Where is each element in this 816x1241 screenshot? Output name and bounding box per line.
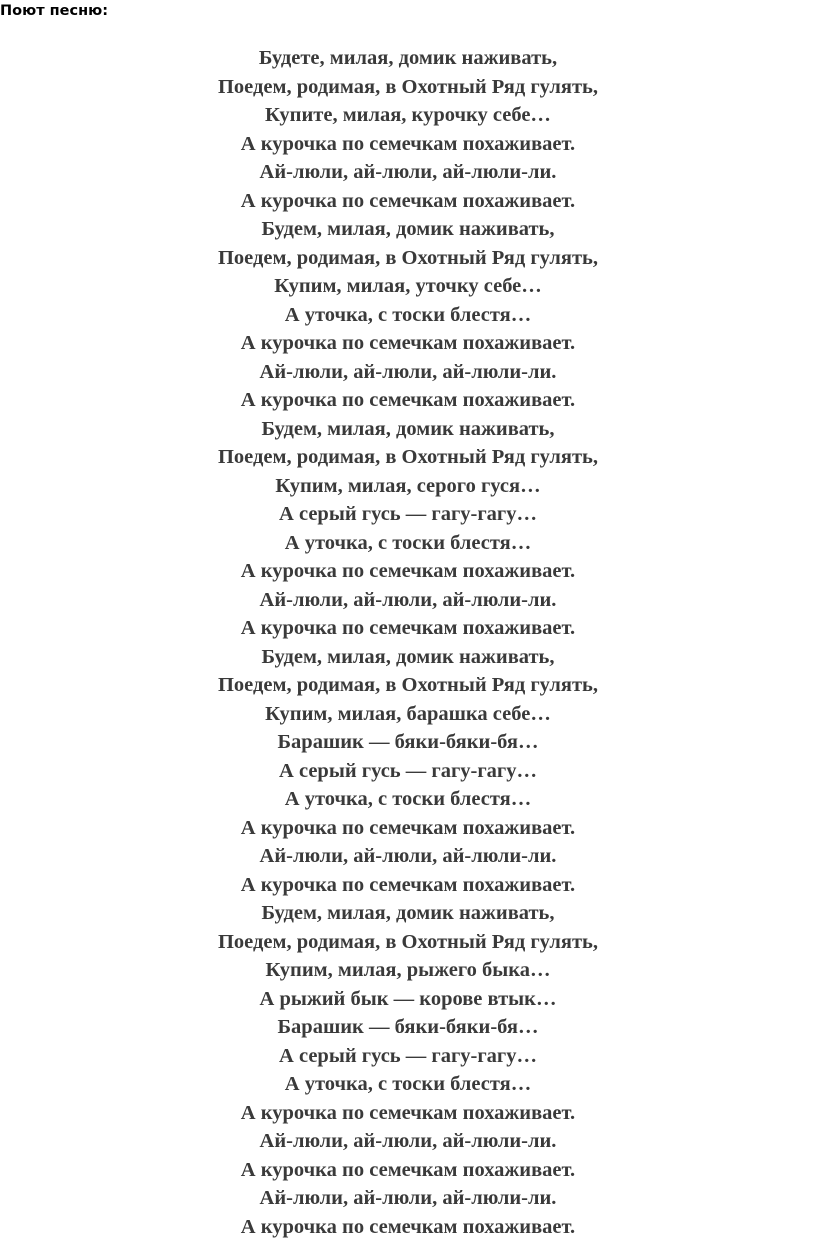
lyric-line: А уточка, с тоски блестя… bbox=[0, 529, 816, 558]
lyric-line: А курочка по семечкам похаживает. bbox=[0, 130, 816, 159]
lyric-line: Ай-люли, ай-люли, ай-люли-ли. bbox=[0, 158, 816, 187]
lyric-line: Купим, милая, серого гуся… bbox=[0, 472, 816, 501]
lyric-line: Ай-люли, ай-люли, ай-люли-ли. bbox=[0, 586, 816, 615]
lyric-line: Барашик — бяки-бяки-бя… bbox=[0, 728, 816, 757]
lyric-line: А уточка, с тоски блестя… bbox=[0, 785, 816, 814]
lyric-line: А курочка по семечкам похаживает. bbox=[0, 871, 816, 900]
lyric-line: Будете, милая, домик наживать, bbox=[0, 44, 816, 73]
lyric-line: А курочка по семечкам похаживает. bbox=[0, 1156, 816, 1185]
lyric-line: А серый гусь — гагу-гагу… bbox=[0, 757, 816, 786]
lyric-line: Будем, милая, домик наживать, bbox=[0, 215, 816, 244]
lyric-line: Барашик — бяки-бяки-бя… bbox=[0, 1013, 816, 1042]
lyric-line: А курочка по семечкам похаживает. bbox=[0, 814, 816, 843]
lyric-line: Купите, милая, курочку себе… bbox=[0, 101, 816, 130]
lyric-line: Поедем, родимая, в Охотный Ряд гулять, bbox=[0, 671, 816, 700]
lyric-line: А уточка, с тоски блестя… bbox=[0, 301, 816, 330]
lyric-line: А серый гусь — гагу-гагу… bbox=[0, 500, 816, 529]
lyric-line: Будем, милая, домик наживать, bbox=[0, 415, 816, 444]
lyric-line: Купим, милая, уточку себе… bbox=[0, 272, 816, 301]
lyric-line: А курочка по семечкам похаживает. bbox=[0, 557, 816, 586]
lyric-line: А курочка по семечкам похаживает. bbox=[0, 187, 816, 216]
lyric-line: Будем, милая, домик наживать, bbox=[0, 899, 816, 928]
lyric-line: Купим, милая, барашка себе… bbox=[0, 700, 816, 729]
lyric-line: А курочка по семечкам похаживает. bbox=[0, 386, 816, 415]
lyric-line: А курочка по семечкам похаживает. bbox=[0, 614, 816, 643]
lyric-line: Ай-люли, ай-люли, ай-люли-ли. bbox=[0, 842, 816, 871]
lyric-line: Поедем, родимая, в Охотный Ряд гулять, bbox=[0, 244, 816, 273]
lyric-line: А рыжий бык — корове втык… bbox=[0, 985, 816, 1014]
heading: Поют песню: bbox=[0, 3, 108, 19]
lyric-line: Ай-люли, ай-люли, ай-люли-ли. bbox=[0, 358, 816, 387]
lyric-line: А уточка, с тоски блестя… bbox=[0, 1070, 816, 1099]
lyric-line: Купим, милая, рыжего быка… bbox=[0, 956, 816, 985]
lyric-line: А курочка по семечкам похаживает. bbox=[0, 1213, 816, 1241]
lyric-line: Поедем, родимая, в Охотный Ряд гулять, bbox=[0, 73, 816, 102]
lyric-line: А курочка по семечкам похаживает. bbox=[0, 329, 816, 358]
lyric-line: Поедем, родимая, в Охотный Ряд гулять, bbox=[0, 928, 816, 957]
lyric-line: Поедем, родимая, в Охотный Ряд гулять, bbox=[0, 443, 816, 472]
lyric-line: Будем, милая, домик наживать, bbox=[0, 643, 816, 672]
lyric-line: А серый гусь — гагу-гагу… bbox=[0, 1042, 816, 1071]
lyric-line: Ай-люли, ай-люли, ай-люли-ли. bbox=[0, 1127, 816, 1156]
lyric-line: А курочка по семечкам похаживает. bbox=[0, 1099, 816, 1128]
lyric-line: Ай-люли, ай-люли, ай-люли-ли. bbox=[0, 1184, 816, 1213]
song-lyrics bbox=[0, 44, 816, 1241]
